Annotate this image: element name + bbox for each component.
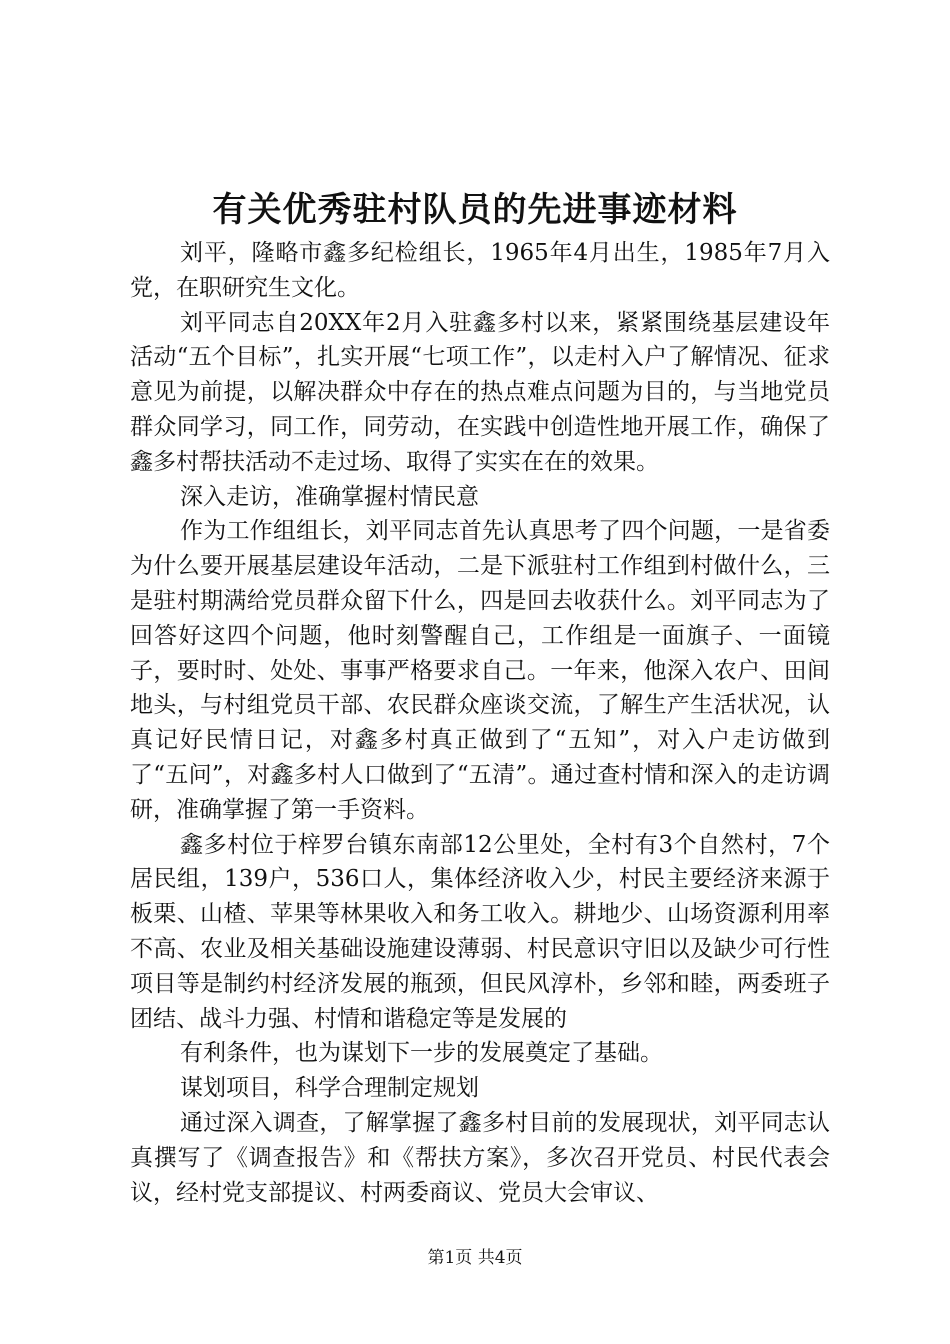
- paragraph-planning: 通过深入调查，了解掌握了鑫多村目前的发展现状，刘平同志认真撰写了《调查报告》和《帮扶方案》，多次召开党员、村民代表会议，经村党支部提议、村两委商议、党员大会审议、: [130, 1109, 830, 1206]
- paragraph-visits: 作为工作组组长，刘平同志首先认真思考了四个问题，一是省委为什么要开展基层建设年活动，二是下派驻村工作组到村做什么，三是驻村期满给党员群众留下什么，四是回去收获什么。刘平同志为了回答好这四个问题，他时刻警醒自己，工作组是一面旗子、一面镜子，要时时、处处、事事严格要求自己。一年来，他深入农户、田间地头，与村组党员干部、农民群众座谈交流，了解生产生活状况，认真记好民情日记，对鑫多村真正做到了“五知”，对入户走访做到了“五问”，对鑫多村人口做到了“五清”。通过查村情和深入的走访调研，准确掌握了第一手资料。: [130, 518, 830, 823]
- paragraph-intro: 刘平，隆略市鑫多纪检组长，1965年4月出生，1985年7月入党，在职研究生文化。: [130, 240, 830, 301]
- section-heading-visits: 深入走访，准确掌握村情民意: [180, 483, 479, 510]
- paragraph-village-profile-cont: 有利条件，也为谋划下一步的发展奠定了基础。: [180, 1040, 663, 1067]
- section-heading-planning: 谋划项目，科学合理制定规划: [180, 1075, 479, 1102]
- document-body: [130, 236, 830, 1210]
- paragraph-village-profile: 鑫多村位于梓罗台镇东南部12公里处，全村有3个自然村，7个居民组，139户，536口人，集体经济收入少，村民主要经济来源于板栗、山楂、苹果等林果收入和务工收入。耕地少、山场资源利用率不高、农业及相关基础设施建设薄弱、村民意识守旧以及缺少可行性项目等是制约村经济发展的瓶颈，但民风淳朴，乡邻和睦，两委班子团结、战斗力强、村情和谐稳定等是发展的: [130, 831, 830, 1032]
- page-number-footer: 第1页 共4页: [427, 1248, 523, 1268]
- paragraph-overview: 刘平同志自20XX年2月入驻鑫多村以来，紧紧围绕基层建设年活动“五个目标”，扎实开展“七项工作”，以走村入户了解情况、征求意见为前提，以解决群众中存在的热点难点问题为目的，与当地党员群众同学习，同工作，同劳动，在实践中创造性地开展工作，确保了鑫多村帮扶活动不走过场、取得了实实在在的效果。: [130, 309, 830, 475]
- document-title: 有关优秀驻村队员的先进事迹材料: [212, 190, 738, 230]
